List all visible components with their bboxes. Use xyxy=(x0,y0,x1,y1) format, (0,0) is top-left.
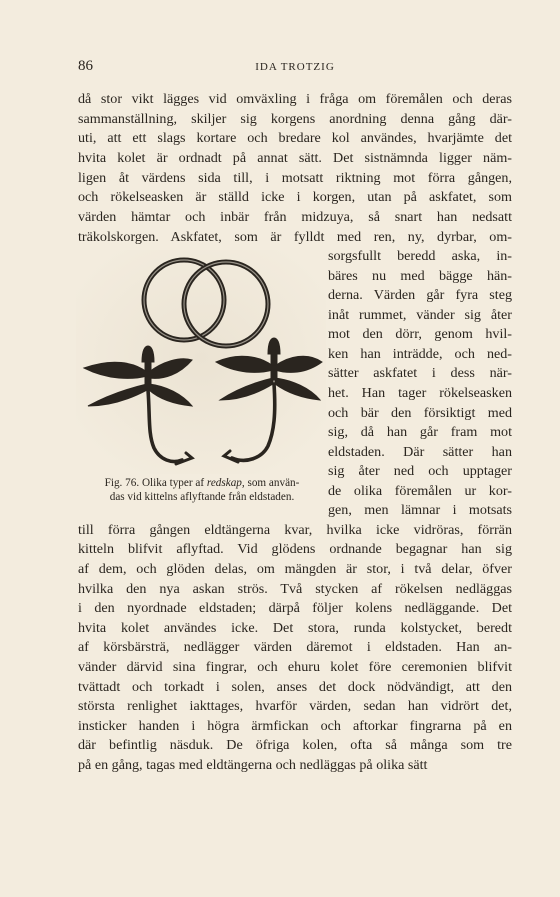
figure-caption xyxy=(76,476,328,490)
text-line: bäres nu med bägge hän- xyxy=(328,268,512,284)
text-line: sammanställning, skiljer sig korgens anordning denna gång där- xyxy=(78,111,512,127)
text-line: derna. Värden går fyra steg xyxy=(328,287,512,303)
caption-text: Olika typer af xyxy=(141,477,205,489)
text-line: då stor vikt lägges vid omväxling i fråga om föremålen och deras xyxy=(78,91,512,107)
page-number: 86 xyxy=(78,58,93,74)
text-line: sätter askfatet i dess när- xyxy=(328,365,512,381)
text-line: i den nyordnade eldstaden; därpå följer kolens nedläggande. Det xyxy=(78,600,512,616)
page-header xyxy=(78,58,512,78)
text-line: eldstaden. Där sätter han xyxy=(328,444,512,460)
text-line: ligen åt värdens sida till, i motsatt riktning mot förra gången, xyxy=(78,170,512,186)
text-line: de olika föremålen ur kor- xyxy=(328,483,512,499)
text-line: af dem, och glöden delas, om mängden är stor, i två delar, öfver xyxy=(78,561,512,577)
text-line: största renlighet iakttages, hvarför värden, sedan han vidrört det, xyxy=(78,698,512,714)
text-line: och rökelseasken är ställd icke i korgen, utan på askfatet, som xyxy=(78,189,512,205)
text-line: där befintlig näsduk. De öfriga kolen, ofta så många som tre xyxy=(78,737,512,753)
text-line: inåt rummet, vänder sig åter xyxy=(328,307,512,323)
running-head: IDA TROTZIG xyxy=(255,61,335,73)
text-line: sig, då han går fram mot xyxy=(328,424,512,440)
text-line: insticker handen i högra ärmfickan och aftorkar fingrarna på en xyxy=(78,718,512,734)
figure-caption-line2: das vid kittelns aflyftande från eldstaden. xyxy=(109,491,295,503)
text-line: het. Han tager rökelseasken xyxy=(328,385,512,401)
text-line: uti, att ett slags kortare och bredare kol användes, hvarjämte det xyxy=(78,130,512,146)
text-line: värden hämtar och inbär från midzuya, så snart han nedsatt xyxy=(78,209,512,225)
text-line: träkolskorgen. Askfatet, som är fylldt med ren, ny, dyrbar, om- xyxy=(78,229,512,245)
text-line: ken han inträdde, och ned- xyxy=(328,346,512,362)
text-line: af körsbärsträ, nedlägger värden däremot i eldstaden. Han an- xyxy=(78,639,512,655)
text-line: sorgsfullt beredd aska, in- xyxy=(328,248,512,264)
text-line: mot den dörr, genom hvil- xyxy=(328,326,512,342)
text-line: hvilka den nya askan strös. Två stycken af rökelsen nedläggas xyxy=(78,581,512,597)
figure-illustration xyxy=(76,250,326,474)
text-line: och bär den försiktigt med xyxy=(328,405,512,421)
text-line: kitteln blifvit aflyftad. Vid glödens ordnande begagnar han sig xyxy=(78,541,512,557)
text-line: tvättadt och torkadt i solen, anses det dock nödvändigt, att den xyxy=(78,679,512,695)
caption-text: som använ- xyxy=(247,477,300,489)
text-line: hvita kolet är ordnadt på annat sätt. Det sistnämnda ligger näm- xyxy=(78,150,512,166)
text-line: gen, men lämnar i motsats xyxy=(328,502,512,518)
figure-label: Fig. 76. xyxy=(104,477,140,489)
text-line: hvita kolet användes icke. Det stora, runda kolstycket, beredt xyxy=(78,620,512,636)
text-line: vänder därvid sina fingrar, och ehuru kolet före ceremonien blifvit xyxy=(78,659,512,675)
text-line: sig åter ned och upptager xyxy=(328,463,512,479)
text-line: på en gång, tagas med eldtängerna och nedläggas på olika sätt xyxy=(78,757,428,773)
caption-italic: redskap, xyxy=(206,477,245,489)
text-line: till förra gången eldtängerna kvar, hvilka icke vidröras, förrän xyxy=(78,522,512,538)
